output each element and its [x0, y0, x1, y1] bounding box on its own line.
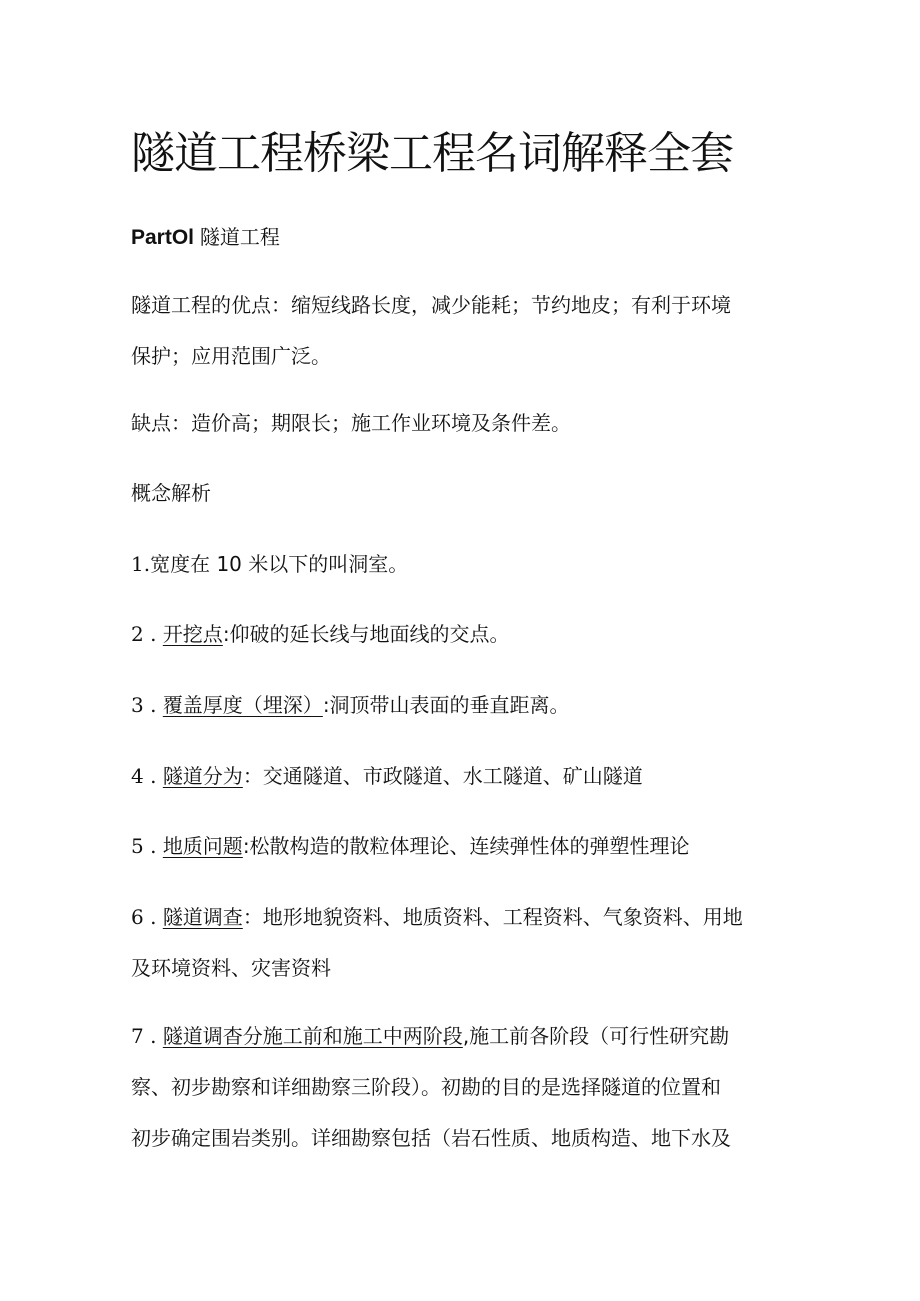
item-text: :仰破的延长线与地面线的交点。 — [222, 622, 510, 646]
item-number: 3 . — [131, 693, 157, 717]
item-text: 宽度在 10 米以下的叫洞室。 — [150, 552, 409, 576]
item-term: 隧道分为 — [162, 764, 243, 788]
item-number: 5 . — [131, 834, 157, 858]
item-number: 2 . — [131, 622, 157, 646]
item-term: 覆盖厚度（埋深） — [162, 693, 323, 717]
item-text: ：地形地貌资料、地质资料、工程资料、气象资料、用地 — [242, 905, 743, 929]
section-heading — [131, 222, 280, 253]
item-number: 1. — [131, 552, 151, 576]
section-label: PartOl — [131, 226, 195, 249]
item-number: 6 . — [131, 905, 157, 929]
document-title: 隧道工程桥梁工程名词解释全套 — [131, 128, 733, 179]
concepts-heading: 概念解析 — [131, 481, 211, 505]
item-line-2: 及环境资料、灾害资料 — [131, 956, 331, 980]
item-text: ,施工前各阶段（可行性研究勘 — [462, 1024, 730, 1048]
list-item-4 — [131, 751, 791, 802]
advantages-line-2: 保护；应用范围广泛。 — [131, 344, 331, 368]
item-line-2: 察、初步勘察和详细勘察三阶段）。初勘的目的是选择隧道的位置和 — [131, 1075, 721, 1099]
list-item-2 — [131, 609, 791, 660]
item-text: :松散构造的散粒体理论、连续弹性体的弹塑性理论 — [242, 834, 690, 858]
disadvantages-paragraph: 缺点：造价高；期限长；施工作业环境及条件差。 — [131, 411, 571, 435]
item-term: 开挖点 — [162, 622, 223, 646]
item-number: 4 . — [131, 764, 157, 788]
list-item-7 — [131, 1011, 791, 1164]
advantages-line-1: 隧道工程的优点：缩短线路长度，减少能耗；节约地皮；有利于环境 — [131, 293, 731, 317]
section-name: 隧道工程 — [199, 225, 280, 249]
item-number: 7 . — [131, 1024, 157, 1048]
item-term: 地质问题 — [162, 834, 243, 858]
list-item-3 — [131, 680, 791, 731]
list-item-6 — [131, 892, 791, 994]
item-text: :洞顶带山表面的垂直距离。 — [322, 693, 570, 717]
item-line-1 — [131, 1011, 791, 1062]
advantages-paragraph — [131, 280, 791, 382]
item-term: 隧道调杳分施工前和施工中两阶段 — [162, 1024, 463, 1048]
item-text: ：交通隧道、市政隧道、水工隧道、矿山隧道 — [242, 764, 643, 788]
item-line-3: 初步确定围岩类别。详细勘察包括（岩石性质、地质构造、地下水及 — [131, 1126, 731, 1150]
item-line-1 — [131, 892, 791, 943]
list-item-1 — [131, 539, 791, 590]
list-item-5 — [131, 821, 791, 872]
item-term: 隧道调查 — [162, 905, 243, 929]
